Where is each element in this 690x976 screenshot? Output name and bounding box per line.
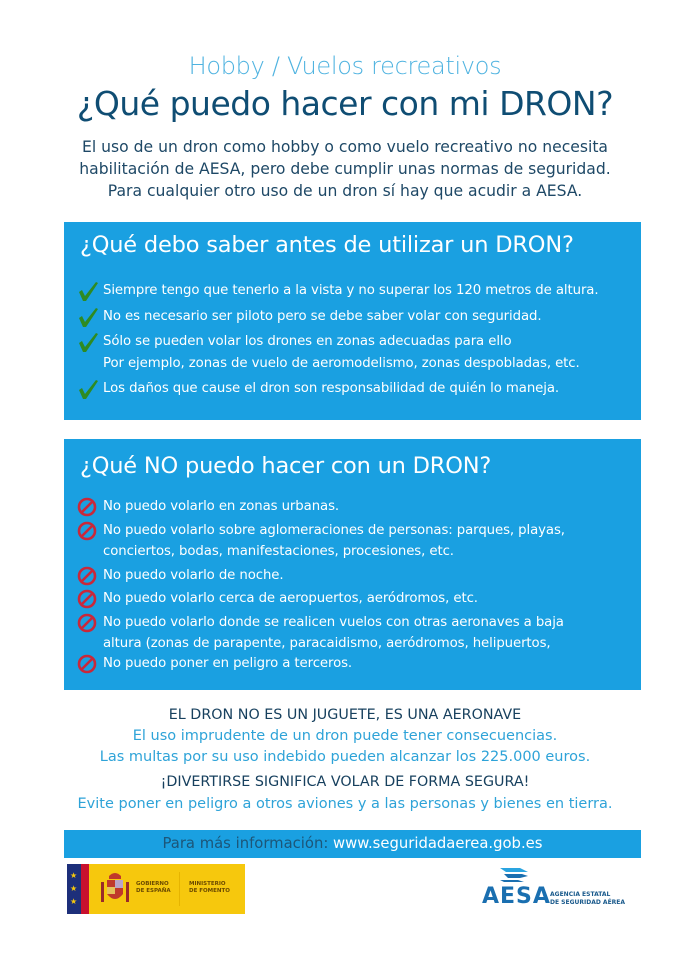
list-item: Siempre tengo que tenerlo a la vista y no superar los 120 metros de altura. — [77, 280, 635, 302]
safety-heading: ¡DIVERTIRSE SIGNIFICA VOLAR DE FORMA SEGURA! — [160, 774, 530, 790]
prohibited-icon — [77, 588, 99, 610]
checkmark-icon — [77, 378, 99, 400]
checkmark-icon — [77, 306, 99, 328]
cannot-do-box — [64, 439, 641, 690]
spain-flag-stripe — [81, 864, 89, 914]
star-icon: ★ — [70, 871, 78, 880]
safety-section — [0, 771, 690, 815]
checkmark-icon — [77, 331, 99, 353]
list-item: No puedo poner en peligro a terceros. — [77, 653, 635, 675]
aesa-logo — [478, 866, 648, 916]
star-icon: ★ — [70, 884, 78, 893]
list-item: No puedo volarlo sobre aglomeraciones de personas: parques, playas, conciertos, bodas, manifestaciones, procesiones, etc. — [77, 520, 635, 563]
gov-text: GOBIERNO DE ESPAÑA — [136, 881, 171, 894]
warning-line: Las multas por su uso indebido pueden alcanzar los 225.000 euros. — [99, 749, 591, 765]
list-item: No puedo volarlo de noche. — [77, 565, 635, 587]
list-item: Sólo se pueden volar los drones en zonas adecuadas para ello Por ejemplo, zonas de vuelo de aeromodelismo, zonas despobladas, etc. — [77, 331, 635, 374]
can-do-list — [77, 280, 635, 404]
aesa-wordmark: AESA — [482, 884, 551, 909]
list-item: Los daños que cause el dron son responsabilidad de quién lo maneja. — [77, 378, 635, 400]
aesa-subtitle: AGENCIA ESTATAL DE SEGURIDAD AÉREA — [550, 891, 626, 906]
list-item: No puedo volarlo en zonas urbanas. — [77, 496, 635, 518]
warning-section — [0, 705, 690, 768]
aesa-wing-icon — [498, 866, 530, 884]
prohibited-icon — [77, 653, 99, 675]
prohibited-icon — [77, 612, 99, 634]
info-label: Para más información: — [162, 835, 334, 852]
divider — [179, 872, 180, 906]
ministry-text: MINISTERIO DE FOMENTO — [189, 881, 230, 894]
intro-line: habilitación de AESA, pero debe cumplir unas normas de seguridad. — [79, 160, 611, 178]
safety-line: Evite poner en peligro a otros aviones y a las personas y bienes en tierra. — [77, 796, 613, 812]
gobierno-espana-logo — [67, 864, 245, 914]
prohibited-icon — [77, 565, 99, 587]
can-do-box — [64, 222, 641, 420]
intro-line: Para cualquier otro uso de un dron sí hay que acudir a AESA. — [107, 182, 583, 200]
can-do-title: ¿Qué debo saber antes de utilizar un DRON? — [80, 232, 574, 258]
warning-line: El uso imprudente de un dron puede tener consecuencias. — [132, 728, 558, 744]
prohibited-icon — [77, 496, 99, 518]
intro-text — [0, 136, 690, 202]
subtitle: Hobby / Vuelos recreativos — [188, 52, 502, 80]
list-item: No es necesario ser piloto pero se debe saber volar con seguridad. — [77, 306, 635, 328]
intro-line: El uso de un dron como hobby o como vuelo recreativo no necesita — [82, 138, 608, 156]
info-bar — [64, 830, 641, 858]
star-icon: ★ — [70, 897, 78, 906]
cannot-do-list — [77, 496, 635, 676]
warning-heading: EL DRON NO ES UN JUGUETE, ES UNA AERONAVE — [168, 707, 522, 723]
list-item: No puedo volarlo donde se realicen vuelos con otras aeronaves a baja altura (zonas de parapente, paracaidismo, aeródromos, helipuertos, — [77, 612, 635, 655]
checkmark-icon — [77, 280, 99, 302]
page-title: ¿Qué puedo hacer con mi DRON? — [76, 84, 614, 123]
coat-of-arms-icon — [99, 870, 131, 908]
list-item: No puedo volarlo cerca de aeropuertos, aeródromos, etc. — [77, 588, 635, 610]
cannot-do-title: ¿Qué NO puedo hacer con un DRON? — [80, 453, 492, 479]
website-link[interactable]: www.seguridadaerea.gob.es — [333, 835, 543, 852]
prohibited-icon — [77, 520, 99, 542]
